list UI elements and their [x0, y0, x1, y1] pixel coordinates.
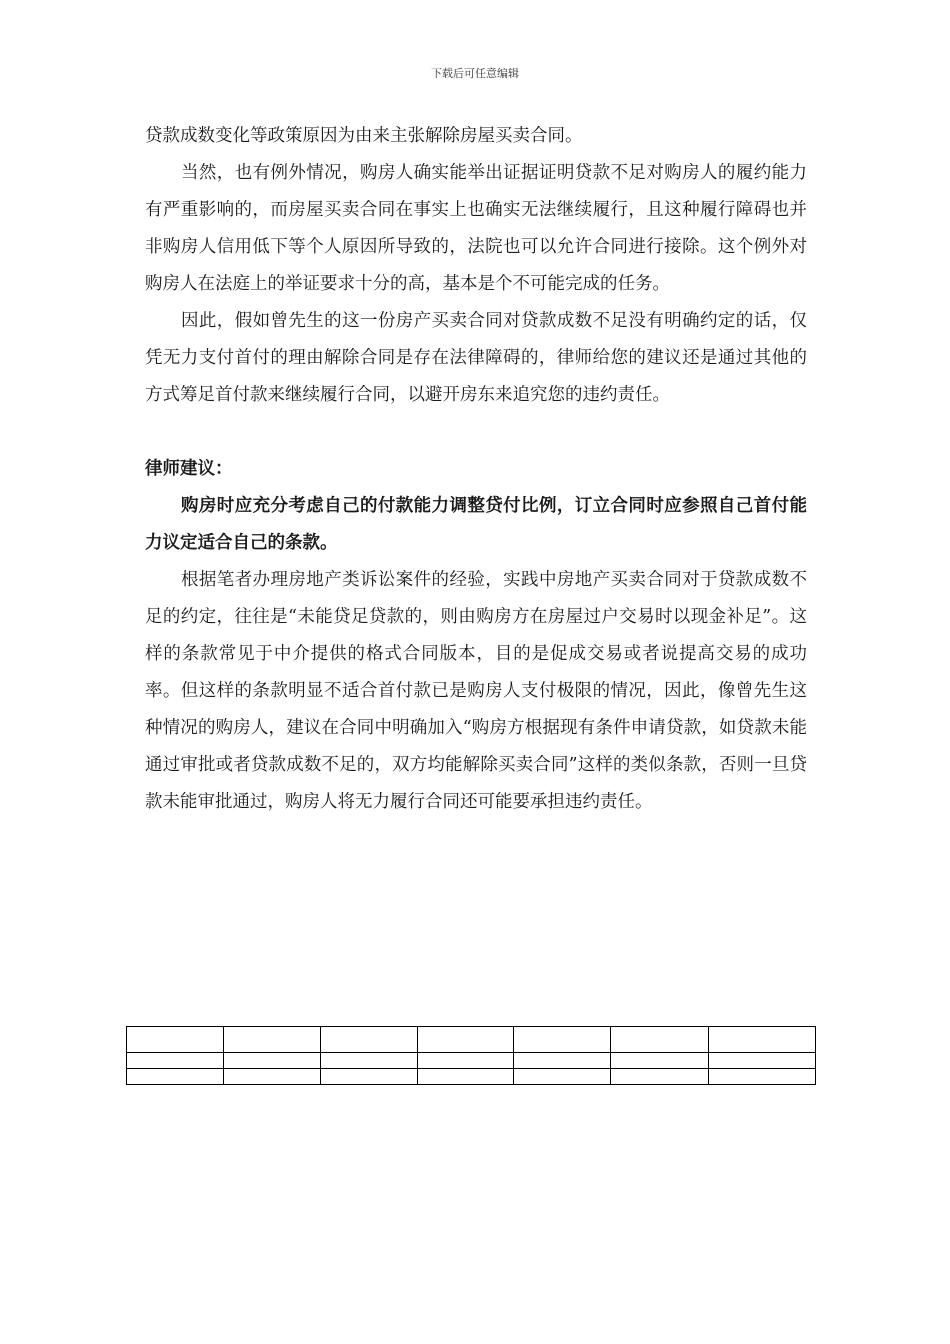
table-cell	[611, 1053, 709, 1069]
table-cell	[417, 1053, 514, 1069]
empty-table	[126, 1026, 816, 1085]
spacer	[145, 414, 807, 451]
table-row	[127, 1053, 816, 1069]
table-cell	[514, 1069, 611, 1085]
table-cell	[127, 1027, 224, 1053]
page-header-note: 下载后可任意编辑	[431, 67, 519, 80]
table-row	[127, 1069, 816, 1085]
paragraph-1: 贷款成数变化等政策原因为由来主张解除房屋买卖合同。	[145, 126, 583, 146]
table-cell	[709, 1069, 816, 1085]
table-cell	[320, 1053, 417, 1069]
table-row	[127, 1027, 816, 1053]
table-cell	[417, 1069, 514, 1085]
table-cell	[223, 1069, 320, 1085]
paragraph-3: 因此，假如曾先生的这一份房产买卖合同对贷款成数不足没有明确约定的话，仅凭无力支付首付的理由解除合同是存在法律障碍的，律师给您的建议还是通过其他的方式筹足首付款来继续履行合同，以避开房东来追究您的违约责任。	[145, 311, 807, 405]
table-cell	[709, 1053, 816, 1069]
paragraph-2: 当然，也有例外情况，购房人确实能举出证据证明贷款不足对购房人的履约能力有严重影响的，而房屋买卖合同在事实上也确实无法继续履行，且这种履行障碍也并非购房人信用低下等个人原因所导致的，法院也可以允许合同进行接除。这个例外对购房人在法庭上的举证要求十分的高，基本是个不可能完成的任务。	[145, 163, 807, 294]
table-cell	[320, 1027, 417, 1053]
table-cell	[611, 1069, 709, 1085]
table-cell	[709, 1027, 816, 1053]
table-cell	[514, 1027, 611, 1053]
paragraph-4: 根据笔者办理房地产类诉讼案件的经验，实践中房地产买卖合同对于贷款成数不足的约定，往往是“未能贷足贷款的，则由购房方在房屋过户交易时以现金补足”。这样的条款常见于中介提供的格式合同版本，目的是促成交易或者说提高交易的成功率。但这样的条款明显不适合首付款已是购房人支付极限的情况，因此，像曾先生这种情况的购房人，建议在合同中明确加入“购房方根据现有条件申请贷款，如贷款未能通过审批或者贷款成数不足的，双方均能解除买卖合同”这样的类似条款，否则一旦贷款未能审批通过，购房人将无力履行合同还可能要承担违约责任。	[145, 570, 807, 812]
bold-advice-paragraph: 购房时应充分考虑自己的付款能力调整贷付比例，订立合同时应参照自己首付能力议定适合自己的条款。	[145, 496, 807, 553]
table-cell	[127, 1069, 224, 1085]
section-heading: 律师建议：	[145, 459, 233, 479]
document-body	[145, 118, 807, 821]
table-cell	[417, 1027, 514, 1053]
table-cell	[223, 1053, 320, 1069]
table-cell	[514, 1053, 611, 1069]
table-cell	[223, 1027, 320, 1053]
table-cell	[127, 1053, 224, 1069]
table-cell	[611, 1027, 709, 1053]
table-cell	[320, 1069, 417, 1085]
